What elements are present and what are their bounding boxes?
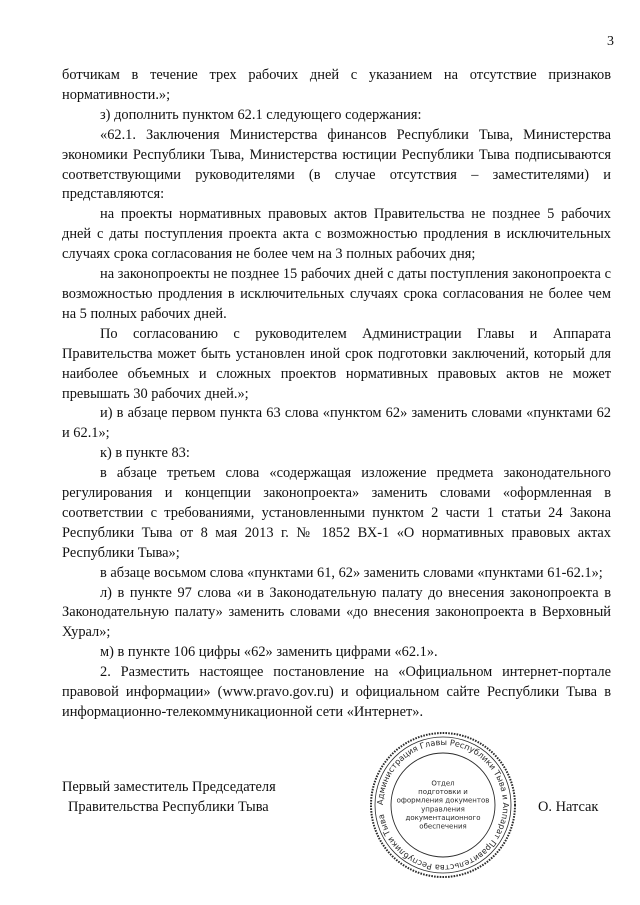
signatory-title [62, 778, 276, 818]
body-paragraph: на законопроекты не позднее 15 рабочих дней с даты поступления законопроекта с возможностью продления в исключительных случаях срока согласования не более чем на 5 полных рабочих дней. [62, 266, 611, 322]
seal-center-line: оформления документов [396, 796, 490, 805]
document-body [62, 66, 611, 723]
seal-center-line: обеспечения [419, 822, 467, 831]
body-paragraph: 2. Разместить настоящее постановление на «Официальном интернет-портале правовой информации» (www.pravo.gov.ru) и официальном сайте Республики Тыва в информационно-телекоммуникационной сети «Интернет». [62, 664, 611, 720]
body-paragraph: на проекты нормативных правовых актов Правительства не позднее 5 рабочих дней с даты поступления проекта акта с возможностью продления в исключительных случаях срока согласования не более чем на 3 полных рабочих дня; [62, 206, 611, 263]
signatory-title-line-1: Первый заместитель Председателя [62, 779, 276, 795]
seal-ring-text: Администрация Главы Республики Тыва и Аппарат Правительства Республики Тыва [374, 736, 512, 874]
seal-center-line: документационного [405, 813, 481, 822]
body-paragraph: и) в абзаце первом пункта 63 слова «пунктом 62» заменить словами «пунктами 62 и 62.1»; [62, 405, 611, 442]
seal-center-line: Отдел [431, 779, 455, 788]
body-paragraph: «62.1. Заключения Министерства финансов Республики Тыва, Министерства экономики Республики Тыва, Министерства юстиции Республики Тыва подписываются соответствующими руководителями (в случае отсутствия – заместителями) и представляются: [62, 126, 611, 203]
seal-graphic [368, 730, 518, 880]
seal-center-line: управления [421, 805, 465, 814]
official-seal [368, 730, 518, 880]
seal-center-text [397, 780, 490, 831]
seal-center-line: подготовки и [418, 788, 468, 797]
body-paragraph: з) дополнить пунктом 62.1 следующего содержания: [100, 106, 422, 123]
signatory-name: О. Натсак [538, 799, 599, 815]
body-paragraph: в абзаце третьем слова «содержащая изложение предмета законодательного регулирования и концепции законопроекта» заменить словами «оформленная в соответствии с требованиями, установленными пунктом 2 части 1 статьи 24 Закона Республики Тыва от 8 мая 2013 г. № 1852 ВХ-1 «О нормативных правовых актах Республики Тыва»; [62, 465, 611, 561]
body-paragraph: По согласованию с руководителем Администрации Главы и Аппарата Правительства может быть установлен иной срок подготовки заключений, который для наиболее объемных и сложных проектов нормативных правовых актов не может превышать 30 рабочих дней.»; [62, 325, 611, 402]
page-number: 3 [607, 34, 614, 49]
signatory-title-line-2: Правительства Республики Тыва [68, 798, 269, 815]
body-paragraph: м) в пункте 106 цифры «62» заменить цифрами «62.1». [100, 644, 438, 661]
body-paragraph: в абзаце восьмом слова «пунктами 61, 62» заменить словами «пунктами 61-62.1»; [100, 564, 603, 581]
body-paragraph: ботчикам в течение трех рабочих дней с указанием на отсутствие признаков нормативности.»; [62, 67, 611, 103]
body-paragraph: л) в пункте 97 слова «и в Законодательную палату до внесения законопроекта в Законодательную палату» заменить словами «до внесения законопроекта в Верховный Хурал»; [62, 584, 611, 641]
body-paragraph: к) в пункте 83: [100, 445, 190, 462]
